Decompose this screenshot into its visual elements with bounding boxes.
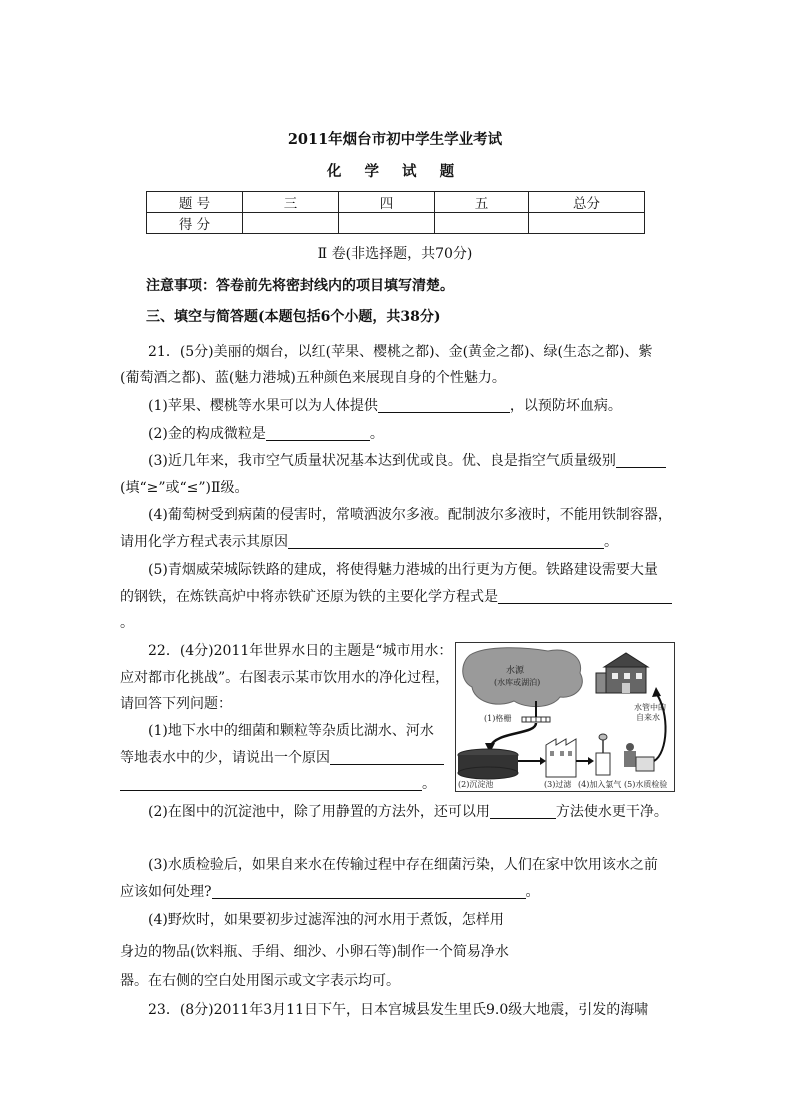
q22-p1-blank-2[interactable] <box>120 776 422 791</box>
q23-stem-1: 23．(8分)2011年3月11日下午，日本宫城县发生里氏9.0级大地震，引发的海啸 <box>148 1002 649 1018</box>
score-cell-label: 题 号 <box>147 192 243 213</box>
q21-p4-text: (4)葡萄树受到病菌的侵害时，常喷洒波尔多液。配制波尔多液时，不能用铁制容器， <box>148 507 672 523</box>
score-row-label: 得 分 <box>147 213 243 234</box>
q22-stem-3: 请回答下列问题： <box>120 696 232 712</box>
q22-p2-text: (2)在图中的沉淀池中，除了用静置的方法外，还可以用 <box>148 804 490 820</box>
inspector-figure <box>626 743 634 751</box>
q22-p1-text: (1)地下水中的细菌和颗粒等杂质比湖水、河水 <box>148 723 434 739</box>
score-cell-4: 四 <box>339 192 435 213</box>
q21-p1-blank[interactable] <box>378 398 510 413</box>
q22-p2-tail: 方法使水更干净。 <box>555 804 668 820</box>
q21-p4-text-b: 请用化学方程式表示其原因 <box>120 534 288 550</box>
q21-p3-tail: (填“≥”或“≤”)Ⅱ级。 <box>120 480 249 496</box>
section-title: 三、填空与简答题(本题包括6个小题，共38分) <box>146 309 441 325</box>
volume-title: Ⅱ 卷(非选择题，共70分) <box>317 246 473 262</box>
filter-building <box>546 739 576 777</box>
score-input-4[interactable] <box>339 213 435 234</box>
q21-p2-text: (2)金的构成微粒是 <box>148 426 266 442</box>
q22-p3-blank[interactable] <box>212 884 526 899</box>
label-tap-1: 水管中的 <box>634 703 666 712</box>
q21-p1-text: (1)苹果、樱桃等水果可以为人体提供 <box>148 398 378 414</box>
score-input-5[interactable] <box>435 213 529 234</box>
q22-p1-tail: 。 <box>422 776 436 792</box>
notice: 注意事项：答卷前先将密封线内的项目填写清楚。 <box>146 278 454 294</box>
q22-p3-text: (3)水质检验后，如果自来水在传输过程中存在细菌污染，人们在家中饮用该水之前 <box>148 857 658 873</box>
q22-p1-text-b: 等地表水中的少，请说出一个原因 <box>120 750 330 766</box>
q21-p4-blank[interactable] <box>288 534 604 549</box>
score-cell-total: 总分 <box>529 192 645 213</box>
flow-arrow-2 <box>490 723 536 747</box>
label-grid: (1)格栅 <box>484 714 512 723</box>
label-step3: (3)过滤 <box>544 780 572 789</box>
q21-part2 <box>148 424 384 444</box>
q22-part2 <box>148 802 668 822</box>
label-source-2: (水库或湖泊) <box>494 678 541 687</box>
q21-p4-tail: 。 <box>604 534 618 550</box>
label-source-1: 水源 <box>506 666 525 676</box>
score-input-3[interactable] <box>243 213 339 234</box>
q21-part5b <box>120 587 672 607</box>
label-step5: (5)水质检验 <box>624 780 668 789</box>
q21-stem-2: (葡萄酒之都)、蓝(魅力港城)五种颜色来展现自身的个性魅力。 <box>120 370 506 386</box>
q22-p3-tail: 。 <box>525 884 540 900</box>
score-cell-5: 五 <box>435 192 529 213</box>
label-step2: (2)沉淀池 <box>458 780 494 789</box>
q21-part1 <box>148 396 622 416</box>
q22-part1b <box>120 748 444 768</box>
exam-subtitle: 化 学 试 题 <box>326 163 464 180</box>
q22-part3b <box>120 882 540 902</box>
score-table <box>146 191 645 234</box>
q21-p3-text: (3)近几年来，我市空气质量状况基本达到优或良。优、良是指空气质量级别 <box>148 453 616 469</box>
label-step4: (4)加入氯气 <box>578 780 622 789</box>
q22-p1-blank[interactable] <box>330 750 444 765</box>
q21-p1-tail: ，以预防坏血病。 <box>509 398 622 414</box>
q22-part1c <box>120 774 436 794</box>
q21-p5-tail: 。 <box>120 615 134 631</box>
water-purification-figure <box>455 642 675 792</box>
q21-part4b <box>120 532 618 552</box>
q22-p4-text-b: 身边的物品(饮料瓶、手绢、细沙、小卵石等)制作一个简易净水 <box>120 944 509 960</box>
q22-p4-text-c: 器。在右侧的空白处用图示或文字表示均可。 <box>120 973 400 989</box>
q22-stem-1: 22．(4分)2011年世界水日的主题是“城市用水： <box>148 643 453 659</box>
q21-p5-text-b: 的钢铁，在炼铁高炉中将赤铁矿还原为铁的主要化学方程式是 <box>120 589 498 605</box>
q21-part3 <box>148 451 666 471</box>
exam-title: 2011年烟台市初中学生学业考试 <box>287 131 503 148</box>
q21-stem-1: 21．(5分)美丽的烟台，以红(苹果、樱桃之都)、金(黄金之都)、绿(生态之都)、紫 <box>148 344 653 360</box>
score-input-total[interactable] <box>529 213 645 234</box>
q21-p3-blank[interactable] <box>616 453 666 468</box>
q22-p4-text: (4)野炊时，如果要初步过滤浑浊的河水用于煮饭，怎样用 <box>148 912 504 928</box>
house-roof <box>604 653 648 667</box>
q22-stem-2: 应对都市化挑战”。右图表示某市饮用水的净化过程， <box>120 670 450 686</box>
q21-p5-blank[interactable] <box>498 589 672 604</box>
chlorine-container <box>596 753 610 775</box>
q21-p5-text: (5)青烟威荣城际铁路的建成，将使得魅力港城的出行更为方便。铁路建设需要大量 <box>148 562 658 578</box>
q21-p2-blank[interactable] <box>266 426 370 441</box>
label-tap-2: 自来水 <box>636 713 660 722</box>
score-table-header-row <box>147 192 645 213</box>
q22-p2-blank[interactable] <box>490 804 556 819</box>
score-table-score-row <box>147 213 645 234</box>
q21-p2-tail: 。 <box>369 426 384 442</box>
score-cell-3: 三 <box>243 192 339 213</box>
q22-p3-text-b: 应该如何处理? <box>120 884 212 900</box>
